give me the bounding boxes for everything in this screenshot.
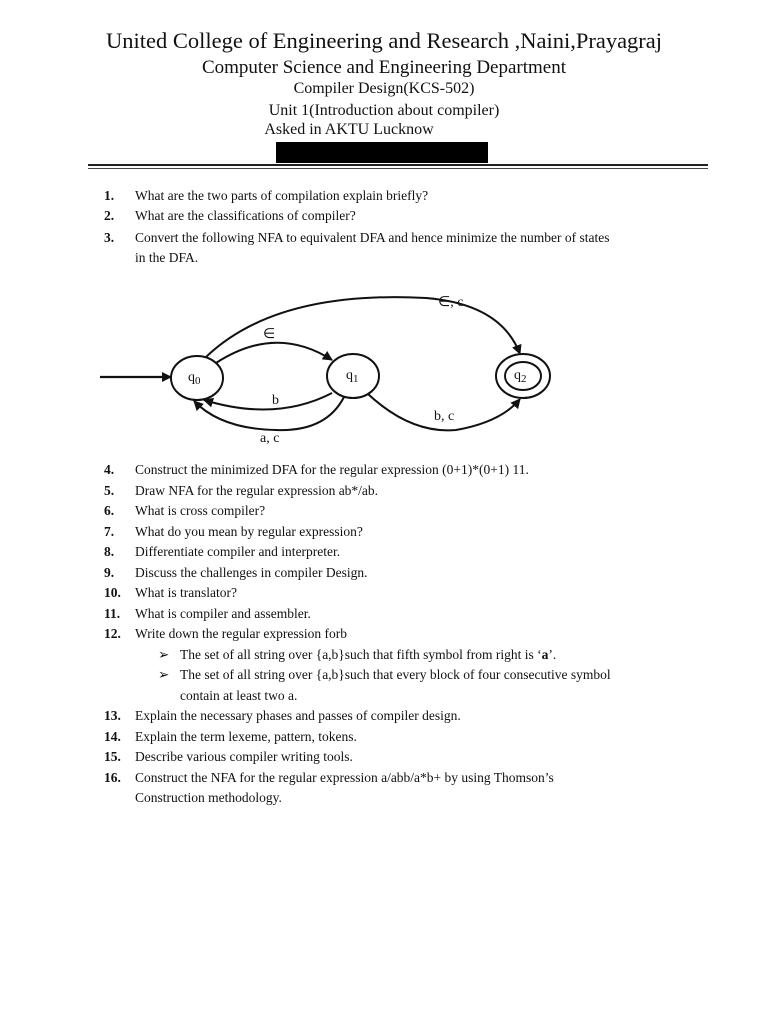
question-text: Write down the regular expression forb — [135, 626, 348, 641]
question-text: Convert the following NFA to equivalent DFA and hence minimize the number of states — [135, 230, 610, 245]
arrow-bullet-icon: ➢ — [158, 647, 170, 662]
question-number: 6. — [104, 503, 115, 518]
question-text: Construct the NFA for the regular expression a/abb/a*b+ by using Thomson’s — [135, 770, 554, 785]
redaction-bar — [276, 142, 488, 163]
question-item — [104, 727, 694, 748]
question-text: What is compiler and assembler. — [135, 606, 311, 621]
sub-item-text-end: ’. — [548, 647, 557, 662]
question-number: 8. — [104, 544, 115, 559]
question-item — [104, 460, 694, 481]
question-number: 2. — [104, 208, 115, 223]
question-item — [104, 706, 694, 727]
question-text: What is translator? — [135, 585, 237, 600]
college-title: United College of Engineering and Research ,Naini,Prayagraj — [105, 28, 663, 53]
question-item — [104, 604, 694, 625]
sub-item — [158, 645, 556, 666]
question-text: Construct the minimized DFA for the regular expression (0+1)*(0+1) 11. — [135, 462, 529, 477]
question-item — [104, 481, 694, 502]
question-text: What is cross compiler? — [135, 503, 266, 518]
question-number: 16. — [104, 770, 121, 785]
question-number: 13. — [104, 708, 121, 723]
question-text: What are the two parts of compilation explain briefly? — [135, 188, 429, 203]
sub-item-text: The set of all string over {a,b}such that fifth symbol from right is ‘ — [180, 647, 542, 662]
question-number: 14. — [104, 729, 121, 744]
question-number: 12. — [104, 626, 121, 641]
question-item — [104, 501, 694, 522]
sub-item-text: The set of all string over {a,b}such that every block of four consecutive symbol — [180, 667, 611, 682]
question-number: 10. — [104, 585, 121, 600]
question-text: What are the classifications of compiler? — [135, 208, 356, 223]
question-number: 9. — [104, 565, 115, 580]
question-text: Discuss the challenges in compiler Design. — [135, 565, 368, 580]
transition-label: ∈, c — [438, 295, 464, 310]
transition-label: ∈ — [263, 327, 276, 342]
unit-title: Unit 1(Introduction about compiler) — [268, 102, 500, 119]
transition-label: b, c — [434, 409, 455, 424]
question-text: Explain the term lexeme, pattern, tokens. — [135, 729, 357, 744]
question-text: What do you mean by regular expression? — [135, 524, 363, 539]
question-number: 4. — [104, 462, 115, 477]
transition-label: a, c — [260, 431, 280, 446]
source-note: Asked in AKTU Lucknow — [264, 121, 434, 138]
question-text: Describe various compiler writing tools. — [135, 749, 353, 764]
question-number: 11. — [104, 606, 121, 621]
sub-item — [158, 665, 611, 686]
question-item — [104, 563, 694, 584]
question-item — [104, 768, 694, 789]
question-item — [104, 522, 694, 543]
header-rule-thin — [88, 168, 708, 169]
sub-item-emphasis: a — [541, 647, 549, 662]
question-number: 5. — [104, 483, 115, 498]
question-item — [104, 228, 694, 249]
transition-q0-q1 — [216, 343, 332, 363]
transition-label: b — [272, 393, 279, 408]
question-number: 3. — [104, 230, 115, 245]
sub-item-text-continued: contain at least two a. — [180, 688, 298, 703]
transition-q1-q0-b — [204, 393, 332, 409]
nfa-diagram — [96, 282, 616, 450]
department-title: Computer Science and Engineering Department — [201, 57, 567, 78]
question-number: 15. — [104, 749, 121, 764]
svg-text:q2: $q_2$ — [514, 368, 527, 385]
question-item — [104, 624, 694, 645]
transition-q0-q2 — [206, 297, 520, 357]
svg-text:q0: $q_0$ — [188, 370, 201, 387]
state-q2-accepting — [496, 354, 550, 398]
header-rule — [88, 164, 708, 166]
svg-text:q1: $q_1$ — [346, 368, 359, 385]
question-item — [104, 206, 694, 227]
transition-q1-q0-ac — [194, 397, 344, 430]
question-item — [104, 186, 694, 207]
arrow-bullet-icon: ➢ — [158, 667, 170, 682]
question-number: 1. — [104, 188, 115, 203]
question-text: Draw NFA for the regular expression ab*/ab. — [135, 483, 379, 498]
course-title: Compiler Design(KCS-502) — [293, 80, 475, 97]
state-q0 — [171, 356, 223, 400]
question-text: Explain the necessary phases and passes of compiler design. — [135, 708, 461, 723]
question-number: 7. — [104, 524, 115, 539]
question-item — [104, 542, 694, 563]
question-item — [104, 747, 694, 768]
question-text-continued: Construction methodology. — [135, 790, 282, 805]
state-q1 — [327, 354, 379, 398]
question-text: Differentiate compiler and interpreter. — [135, 544, 341, 559]
question-text-continued: in the DFA. — [135, 250, 199, 265]
question-item — [104, 583, 694, 604]
